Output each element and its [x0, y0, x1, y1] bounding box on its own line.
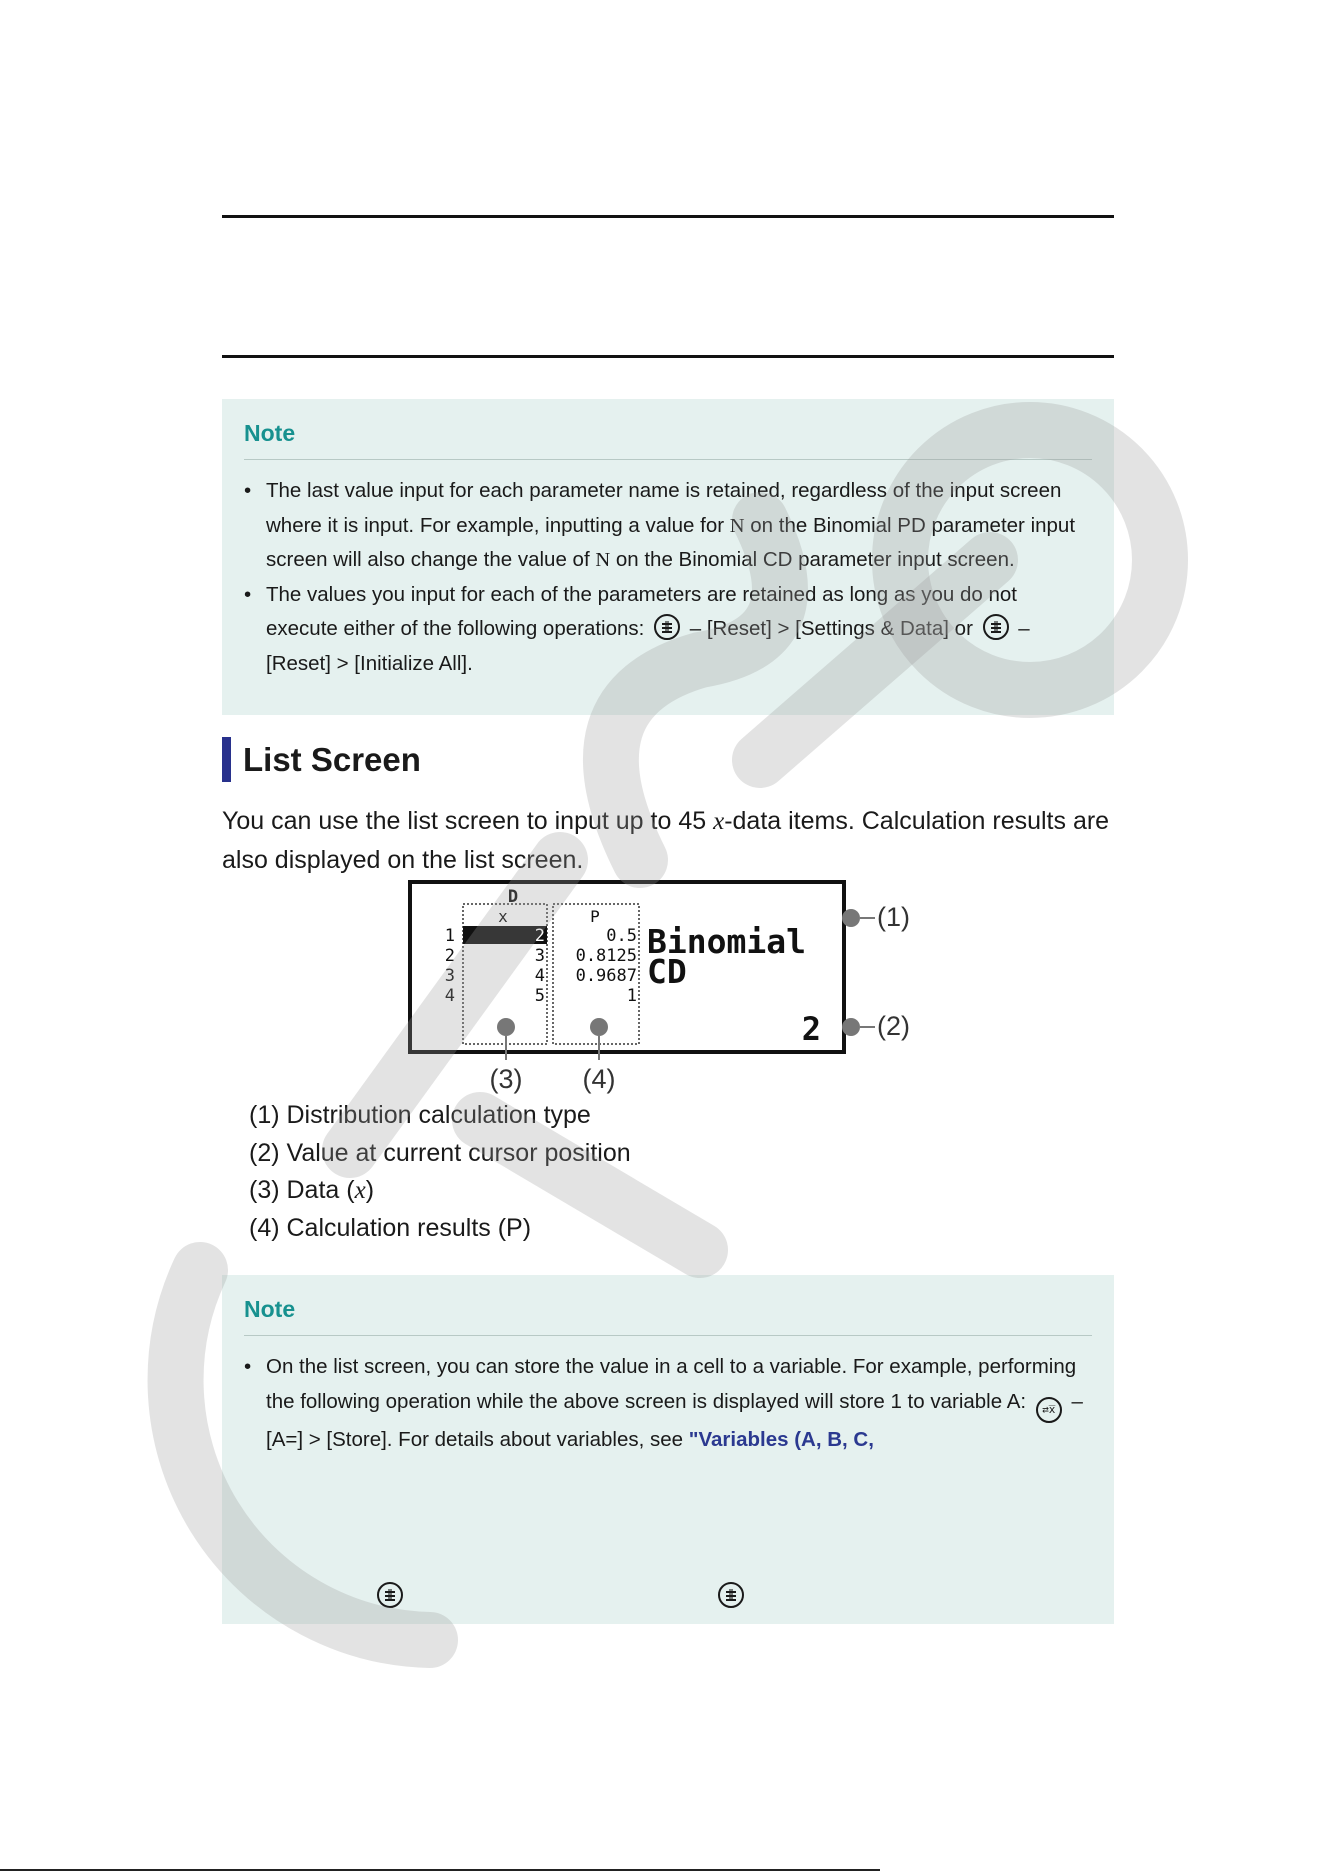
callout-label-4: (4) — [582, 1064, 616, 1094]
screen-top-marker: D — [507, 887, 519, 907]
x-cell-value: 5 — [534, 986, 545, 1006]
note-list — [244, 474, 1092, 681]
second-rule — [222, 355, 1114, 358]
menu-key-icon — [718, 1582, 744, 1608]
legend-item-4: (4) Calculation results (P) — [249, 1213, 532, 1242]
note-box-2 — [222, 1275, 1114, 1624]
p-cell-value: 1 — [626, 986, 637, 1006]
legend-item-3: (3) Data (x) — [249, 1176, 375, 1204]
top-rule — [222, 215, 1114, 218]
menu-key-icon — [377, 1582, 403, 1608]
callout-dot-3 — [497, 1018, 515, 1036]
callout-label-3: (3) — [489, 1064, 523, 1094]
p-column-header: P — [590, 907, 600, 926]
callout-dot-2 — [842, 1018, 860, 1036]
note-title: Note — [244, 1296, 296, 1322]
x-cell-value: 3 — [534, 946, 545, 966]
row-number: 2 — [444, 946, 455, 966]
callout-label-2: (2) — [877, 1011, 910, 1041]
note-list — [244, 1350, 1092, 1457]
row-number: 1 — [444, 926, 455, 946]
callout-dot-4 — [590, 1018, 608, 1036]
diagram-legend — [249, 1097, 631, 1247]
x-cell-value: 2 — [534, 926, 545, 946]
note-bullet-1: • On the list screen, you can store the value in a cell to a variable. For example, performing the following operation while the above screen is displayed will store 1 to variable A: ⇄x̅ – [A=] > [Store]. For details about variables, see "Variables (A, B, C, — [244, 1350, 1092, 1457]
p-cell-value: 0.8125 — [575, 946, 637, 966]
cursor-value: 2 — [801, 1010, 821, 1048]
note-box-1 — [222, 399, 1114, 715]
menu-key-icon — [654, 614, 680, 640]
note-bullet-2: • The values you input for each of the parameters are retained as long as you do not execute either of the following operations: – [Reset] > [Settings & Data] or – [Reset] > [Initialize All]. — [244, 578, 1092, 682]
row-number: 4 — [444, 986, 455, 1006]
screen-title-line2: CD — [647, 952, 687, 991]
section-paragraph: You can use the list screen to input up to 45 x-data items. Calculation results are also displayed on the list screen. — [222, 807, 1110, 874]
variables-link[interactable]: "Variables (A, B, C, — [688, 1427, 874, 1451]
x-column-header: x — [498, 907, 508, 926]
list-screen-diagram — [395, 870, 935, 1102]
legend-item-2: (2) Value at current cursor position — [249, 1138, 631, 1167]
note-bullet-1: • The last value input for each parameter name is retained, regardless of the input screen where it is input. For example, inputting a value for N on the Binomial PD parameter input screen will also change the value of N on the Binomial CD parameter input screen. — [244, 474, 1092, 578]
menu-key-icon — [983, 614, 1009, 640]
legend-item-1: (1) Distribution calculation type — [249, 1101, 591, 1129]
section-heading: List Screen — [222, 737, 421, 782]
x-cell-value: 4 — [534, 966, 545, 986]
footer-line — [0, 1869, 880, 1871]
note-title: Note — [244, 420, 296, 446]
p-cell-value: 0.5 — [606, 926, 637, 946]
note-divider — [244, 1335, 1092, 1336]
variable-key-icon: ⇄x̅ — [1036, 1397, 1062, 1423]
screen-title-line1: Binomial — [647, 922, 806, 961]
note-divider — [244, 459, 1092, 460]
p-cell-value: 0.9687 — [575, 966, 637, 986]
callout-dot-1 — [842, 909, 860, 927]
callout-label-1: (1) — [877, 902, 910, 932]
row-number: 3 — [444, 966, 455, 986]
